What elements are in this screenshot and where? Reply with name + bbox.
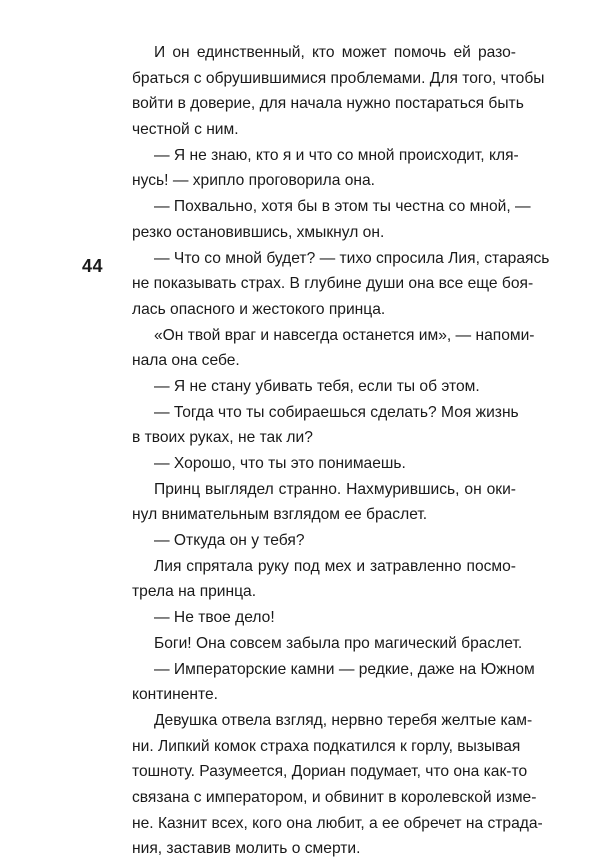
text-line: ния, заставив молить о смерти. — [132, 840, 361, 858]
text-line: — Что со мной будет? — тихо спросила Лия, стараясь — [154, 249, 550, 267]
text-line: — Похвально, хотя бы в этом ты честна со мной, — — [154, 198, 531, 216]
text-line: браться с обрушившимися проблемами. Для того, чтобы — [132, 69, 545, 87]
text-line: тошноту. Разумеется, Дориан подумает, что она как-то — [132, 763, 528, 781]
text-line: — Тогда что ты собираешься сделать? Моя жизнь — [154, 403, 519, 421]
text-line: нул внимательным взглядом ее браслет. — [132, 506, 428, 524]
text-line: не показывать страх. В глубине души она все еще боя- — [132, 275, 534, 293]
text-line: — Я не знаю, кто я и что со мной происходит, кля- — [154, 146, 519, 164]
text-line: нусь! — хрипло проговорила она. — [132, 172, 376, 190]
text-line: ни. Липкий комок страха подкатился к горлу, вызывая — [132, 737, 521, 755]
text-line: связана с императором, и обвинит в королевской изме- — [132, 788, 537, 806]
text-line: Принц выглядел странно. Нахмурившись, он оки- — [154, 480, 516, 498]
text-line: — Я не стану убивать тебя, если ты об этом. — [154, 377, 480, 395]
text-line: — Откуда он у тебя? — [154, 532, 305, 550]
text-line: нала она себе. — [132, 352, 240, 370]
text-line: трела на принца. — [132, 583, 257, 601]
text-line: в твоих руках, не так ли? — [132, 429, 313, 447]
text-line: И он единственный, кто может помочь ей разо- — [154, 44, 516, 61]
body-text — [132, 40, 550, 862]
page-number: 44 — [82, 256, 104, 276]
text-line: — Хорошо, что ты это понимаешь. — [154, 455, 406, 472]
text-line: — Не твое дело! — [154, 609, 275, 627]
text-line: резко остановившись, хмыкнул он. — [132, 223, 385, 241]
text-line: — Императорские камни — редкие, даже на Южном — [154, 660, 535, 678]
text-line: Лия спрятала руку под мех и затравленно посмо- — [154, 557, 516, 575]
text-line: честной с ним. — [132, 121, 239, 139]
text-line: «Он твой враг и навсегда останется им», — напоми- — [154, 326, 535, 344]
text-line: лась опасного и жестокого принца. — [132, 300, 386, 318]
text-line: Боги! Она совсем забыла про магический браслет. — [154, 634, 523, 652]
text-line: Девушка отвела взгляд, нервно теребя желтые кам- — [154, 711, 533, 729]
text-line: войти в доверие, для начала нужно постараться быть — [132, 95, 524, 113]
text-line: не. Казнит всех, кого она любит, а ее обречет на страда- — [132, 814, 543, 832]
text-line: континенте. — [132, 686, 219, 704]
